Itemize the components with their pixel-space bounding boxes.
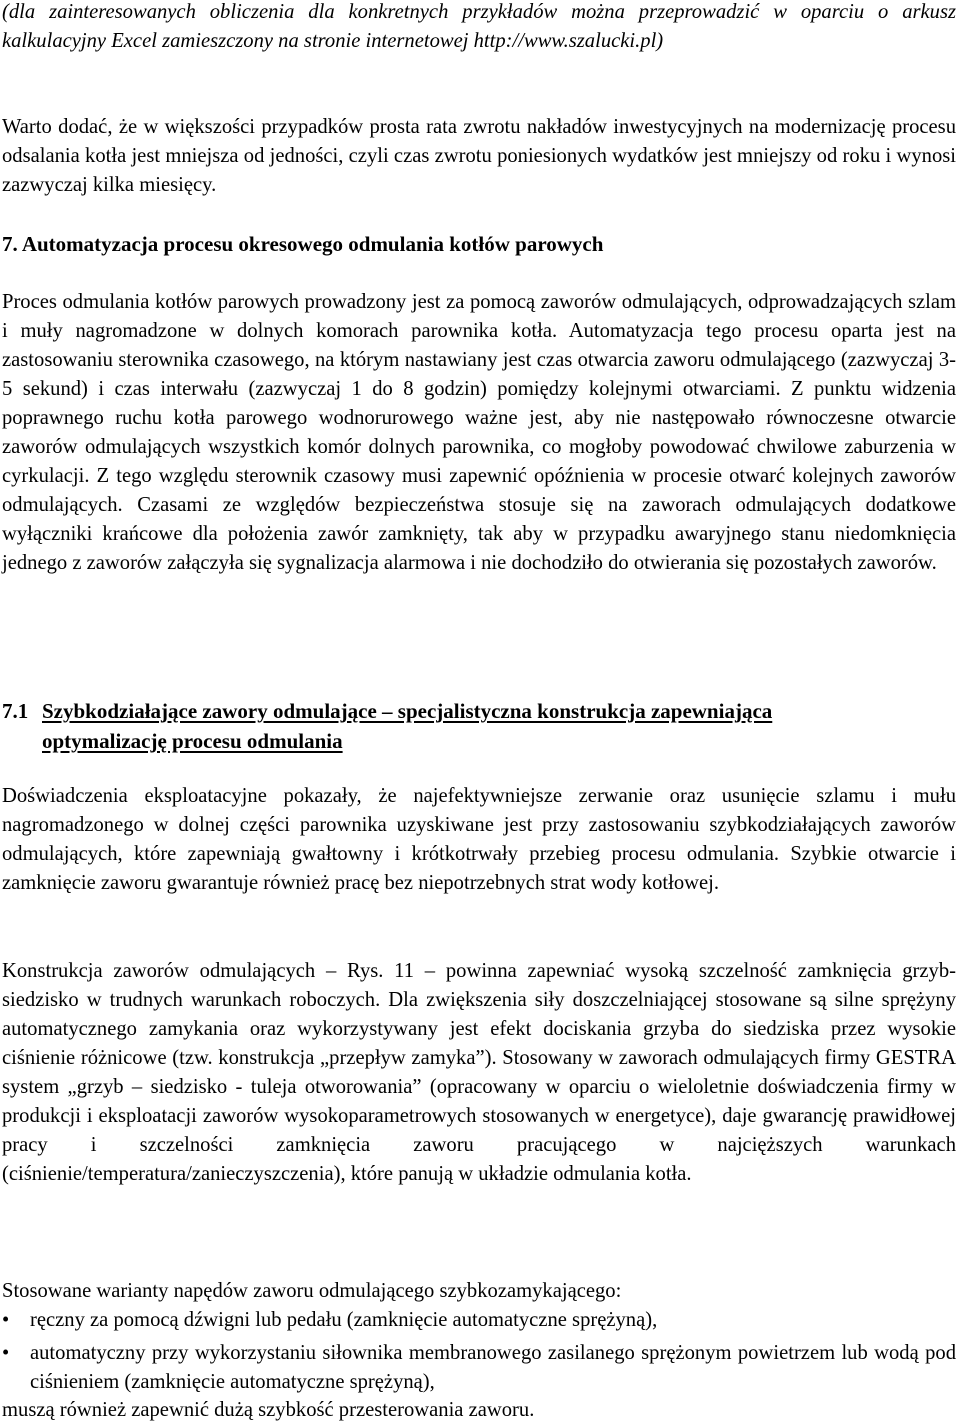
section-7-heading: 7. Automatyzacja procesu okresowego odmulania kotłów parowych [2,232,604,256]
paragraph-return-on-investment: Warto dodać, że w większości przypadków prosta rata zwrotu nakładów inwestycyjnych na modernizację procesu odsalania kotła jest mniejsza od jedności, czyli czas zwrotu poniesionych wydatków jest mniejszy od roku i wynosi zazwyczaj kilka miesięcy. [2,116,956,196]
list-item [2,1339,956,1397]
variants-intro: Stosowane warianty napędów zaworu odmulającego szybkozamykającego: [2,1280,622,1302]
section-7-1-number: 7.1 [2,699,29,723]
bullet-icon: • [2,1309,10,1331]
variant-text: ręczny za pomocą dźwigni lub pedału (zamknięcie automatyczne sprężyną), [30,1309,658,1331]
section-7-1-heading [2,696,942,756]
list-item [2,1306,956,1335]
intro-note: (dla zainteresowanych obliczenia dla konkretnych przykładów można przeprowadzić w oparciu o arkusz kalkulacyjny Excel zamieszczony na stronie internetowej http://www.szalucki.pl) [2,1,956,52]
closing-line: muszą również zapewnić dużą szybkość przesterowania zaworu. [2,1399,535,1421]
bullet-icon: • [2,1342,10,1364]
section-7-1-heading-line2: optymalizację procesu odmulania [42,729,343,753]
variants-list [2,1306,956,1397]
section-7-paragraph: Proces odmulania kotłów parowych prowadzony jest za pomocą zaworów odmulających, odprowadzających szlam i muły nagromadzone w dolnych komorach parownika kotła. Automatyzacja tego procesu oparta jest na zastosowaniu sterownika czasowego, na którym nastawiany jest czas otwarcia zaworu odmulającego (zazwyczaj 3-5 sekund) i czas interwału (zazwyczaj 1 do 8 godzin) pomiędzy kolejnymi otwarciami. Z punktu widzenia poprawnego ruchu kotła parowego wodnorurowego ważne jest, aby nie następowało równoczesne otwarcie zaworów odmulających wszystkich komór dolnych parownika, co mogłoby powodować chwilowe zaburzenia w cyrkulacji. Z tego względu sterownik czasowy musi zapewnić opóźnienia w procesie otwarć kolejnych zaworów odmulających. Czasami ze względów bezpieczeństwa stosuje się na zaworach odmulających dodatkowe wyłączniki krańcowe dla położenia zawór zamknięty, tak aby w przypadku awaryjnego stanu niedomknięcia jednego z zaworów załączyła się sygnalizacja alarmowa i nie dochodziło do otwierania się pozostałych zaworów. [2,291,956,574]
section-7-1-paragraph-2: Konstrukcja zaworów odmulających – Rys. 11 – powinna zapewniać wysoką szczelność zamknięcia grzyb-siedzisko w trudnych warunkach roboczych. Dla zwiększenia siły doszczelniającej stosowane są silne sprężyny automatycznego zamykania oraz wykorzystywany jest efekt dociskania grzyba do siedziska przez wysokie ciśnienie różnicowe (tzw. konstrukcja „przepływ zamyka”). Stosowany w zaworach odmulających firmy GESTRA system „grzyb – siedzisko - tuleja otworowania” (opracowany w oparciu o wieloletnie doświadczenia firmy w produkcji i eksploatacji zaworów wysokoparametrowych stosowanych w energetyce), daje gwarancję prawidłowej pracy i szczelności zamknięcia zaworu pracującego w najcięższych warunkach (ciśnienie/temperatura/zanieczyszczenia), które panują w układzie odmulania kotła. [2,960,956,1185]
section-7-1-heading-line1: Szybkodziałające zawory odmulające – specjalistyczna konstrukcja zapewniająca [42,699,773,723]
section-7-1-paragraph-1: Doświadczenia eksploatacyjne pokazały, że najefektywniejsze zerwanie oraz usunięcie szlamu i mułu nagromadzonego w dolnej części parownika uzyskiwane jest przy zastosowaniu szybkodziałających zaworów odmulających, które zapewniają gwałtowny i krótkotrwały przebieg procesu odmulania. Szybkie otwarcie i zamknięcie zaworu gwarantuje również pracę bez niepotrzebnych strat wody kotłowej. [2,785,956,894]
variant-text: automatyczny przy wykorzystaniu siłownika membranowego zasilanego sprężonym powietrzem lub wodą pod ciśnieniem (zamknięcie automatyczne sprężyną), [30,1342,956,1393]
